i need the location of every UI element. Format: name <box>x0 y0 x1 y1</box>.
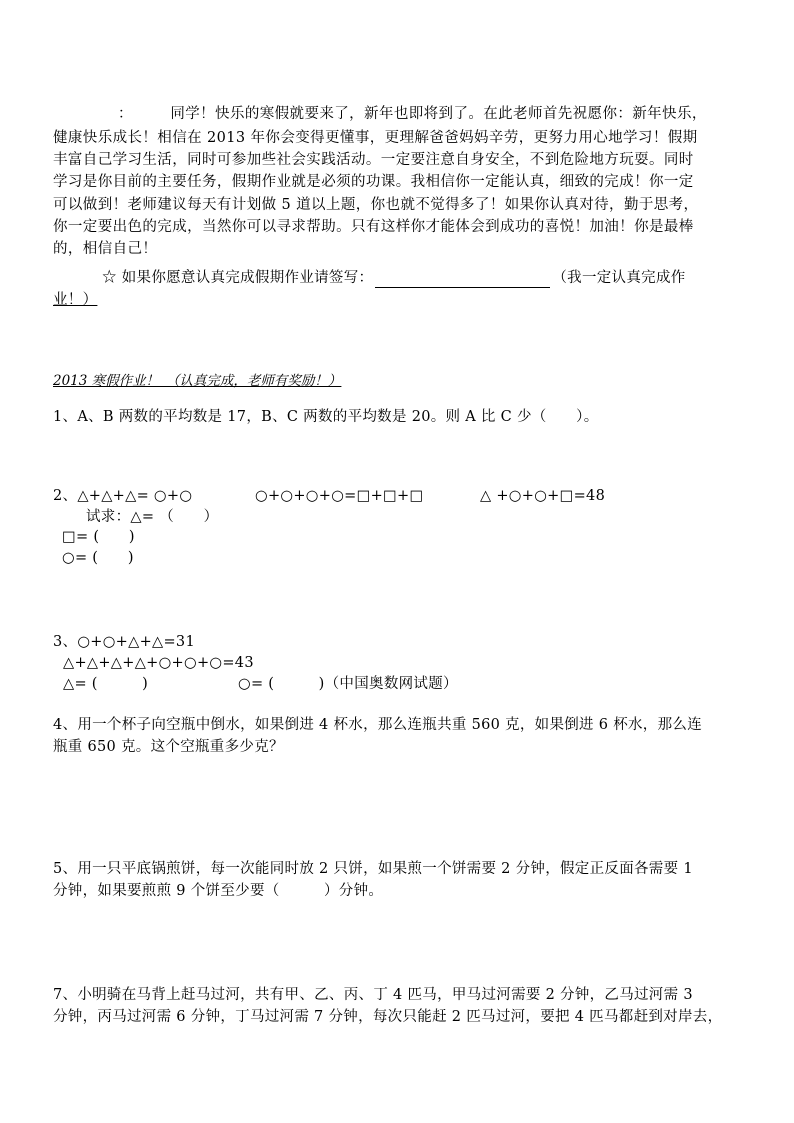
pledge-text: 如果你愿意认真完成假期作业请签写： <box>121 270 374 286</box>
question-2-eq-3: △ +○+○+□=48 <box>480 488 606 504</box>
question-2-eq-2: ○+○+○+○=□+□+□ <box>255 488 424 504</box>
question-1: 1、A、B 两数的平均数是 17，B、C 两数的平均数是 20。则 A 比 C 少（ ）。 <box>53 409 599 425</box>
question-3-triangle-answer: △= ( ) <box>63 676 149 692</box>
question-2-eq-1: 2、△+△+△= ○+○ <box>53 488 193 504</box>
pledge-suffix-continued: 业！） <box>53 292 98 308</box>
question-5-line-1: 5、用一只平底锅煎饼，每一次能同时放 2 只饼，如果煎一个饼需要 2 分钟，假定正反面各需要 1 <box>53 861 693 877</box>
question-2-square-answer: □= ( ) <box>62 529 135 545</box>
intro-line-3: 丰富自己学习生活，同时可参加些社会实践活动。一定要注意自身安全，不到危险地方玩耍。同时 <box>53 152 694 168</box>
question-2-circle-answer: ○= ( ) <box>62 550 134 566</box>
intro-line-6: 你一定要出色的完成，当然你可以寻求帮助。只有这样你才能体会到成功的喜悦！加油！你是最棒 <box>53 219 694 235</box>
question-3-eq-1: 3、○+○+△+△=31 <box>53 634 195 650</box>
intro-line-7: 的，相信自己！ <box>53 241 158 257</box>
signature-field[interactable] <box>375 273 550 288</box>
intro-line-4: 学习是你目前的主要任务，假期作业就是必须的功课。我相信你一定能认真，细致的完成！你一定 <box>53 174 694 190</box>
question-2-ask: 试求：△= （ ） <box>86 509 219 525</box>
question-3-eq-2: △+△+△+△+○+○+○=43 <box>63 655 254 671</box>
pledge-line <box>102 268 686 288</box>
intro-line-1: ： 同学！快乐的寒假就要来了，新年也即将到了。在此老师首先祝愿你：新年快乐， <box>118 106 707 122</box>
question-4-line-1: 4、用一个杯子向空瓶中倒水，如果倒进 4 杯水，那么连瓶共重 560 克，如果倒进 6 杯水，那么连 <box>53 717 703 733</box>
question-3-circle-answer: ○= ( )（中国奥数网试题） <box>238 676 458 692</box>
homework-title: 2013 寒假作业！ （认真完成，老师有奖励！） <box>53 373 342 389</box>
question-7-line-2: 分钟，丙马过河需 6 分钟，丁马过河需 7 分钟，每次只能赶 2 匹马过河，要把 4 匹马都赶到对岸去， <box>53 1009 723 1025</box>
question-4-line-2: 瓶重 650 克。这个空瓶重多少克？ <box>53 739 284 755</box>
question-5-line-2: 分钟，如果要煎煎 9 个饼至少要（ ）分钟。 <box>53 883 384 899</box>
pledge-suffix: （我一定认真完成作 <box>552 270 686 286</box>
intro-line-5: 可以做到！老师建议每天有计划做 5 道以上题，你也就不觉得多了！如果你认真对待，勤于思考， <box>53 197 699 213</box>
star-icon: ☆ <box>102 270 117 286</box>
intro-line-2: 健康快乐成长！相信在 2013 年你会变得更懂事，更理解爸爸妈妈辛劳，更努力用心地学习！假期 <box>53 130 698 146</box>
question-7-line-1: 7、小明骑在马背上赶马过河，共有甲、乙、丙、丁 4 匹马，甲马过河需要 2 分钟，乙马过河需 3 <box>53 987 693 1003</box>
